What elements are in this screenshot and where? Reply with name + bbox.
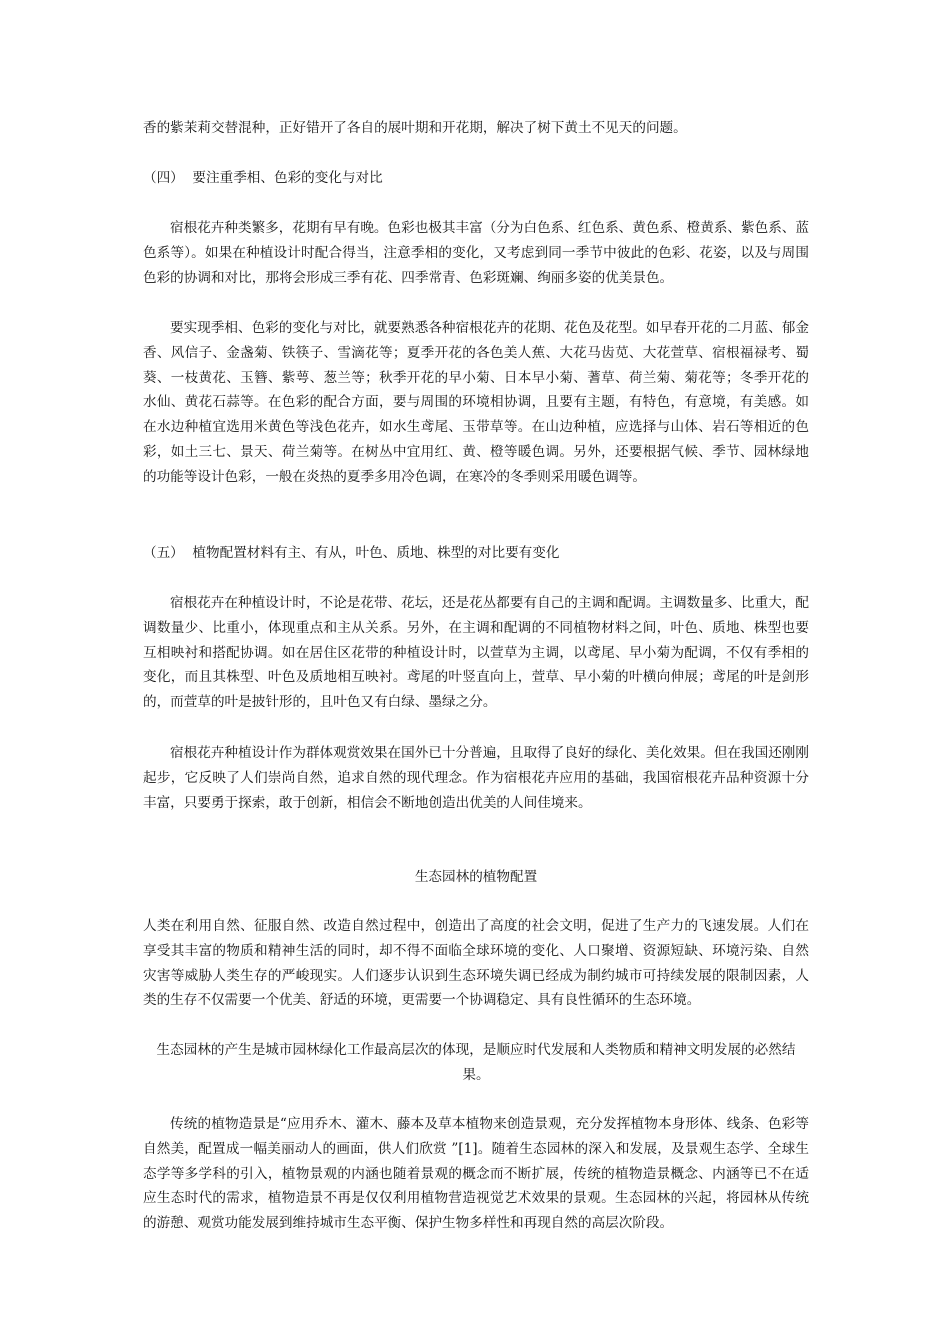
paragraph-perennial-colors: 宿根花卉种类繁多，花期有早有晚。色彩也极其丰富（分为白色系、红色系、黄色系、橙黄系、紫色系、蓝色系等）。如果在种植设计时配合得当，注意季相的变化，又考虑到同一季节中彼此的色彩、花姿，以及与周围色彩的协调和对比，那将会形成三季有花、四季常青、色彩斑斓、绚丽多姿的优美景色。 — [143, 220, 809, 286]
paragraph-traditional-planting: 传统的植物造景是“应用乔木、灌木、藤本及草本植物来创造景观，充分发挥植物本身形体、线条、色彩等自然美，配置成一幅美丽动人的画面，供人们欣赏 ”[1]。随着生态园林的深入和发展，及景观生态学、全球生态学等多学科的引入，植物景观的内涵也随着景观的概念而不断扩展，传统的植物造景概念、内涵等已不在适应生态时代的需求，植物造景不再是仅仅利用植物营造视觉艺术效果的景观。生态园林的兴起，将园林从传统的游憩、观赏功能发展到维持城市生态平衡、保护生物多样性和再现自然的高层次阶段。 — [143, 1116, 809, 1232]
section-heading-5: （五） 植物配置材料有主、有从，叶色、质地、株型的对比要有变化 — [143, 545, 560, 561]
paragraph-perennial-summary: 宿根花卉种植设计作为群体观赏效果在国外已十分普遍，且取得了良好的绿化、美化效果。但在我国还刚刚起步，它反映了人们崇尚自然，追求自然的现代理念。作为宿根花卉应用的基础，我国宿根花卉品种资源十分丰富，只要勇于探索，敢于创新，相信会不断地创造出优美的人间佳境来。 — [143, 745, 809, 811]
paragraph-ecology-garden-conclusion: 生态园林的产生是城市园林绿化工作最高层次的体现，是顺应时代发展和人类物质和精神文明发展的必然结果。 — [156, 1042, 796, 1083]
paragraph-seasonal-flowers: 要实现季相、色彩的变化与对比，就要熟悉各种宿根花卉的花期、花色及花型。如早春开花的二月蓝、郁金香、风信子、金盏菊、铁筷子、雪滴花等；夏季开花的各色美人蕉、大花马齿苋、大花萱草、宿根福禄考、蜀葵、一枝黄花、玉簪、紫萼、葱兰等；秋季开花的早小菊、日本早小菊、蓍草、荷兰菊、菊花等；冬季开花的水仙、黄花石蒜等。在色彩的配合方面，要与周围的环境相协调，且要有主题，有特色，有意境，有美感。如在水边种植宜选用米黄色等浅色花卉，如水生鸢尾、玉带草等。在山边种植，应选择与山体、岩石等相近的色彩，如土三七、景天、荷兰菊等。在树丛中宜用红、黄、橙等暖色调。另外，还要根据气候、季节、园林绿地的功能等设计色彩，一般在炎热的夏季多用冷色调，在寒冷的冬季则采用暖色调等。 — [143, 320, 809, 485]
paragraph-main-tone: 宿根花卉在种植设计时，不论是花带、花坛，还是花丛都要有自己的主调和配调。主调数量多、比重大，配调数量少、比重小，体现重点和主从关系。另外，在主调和配调的不同植物材料之间，叶色、质地、株型也要互相映衬和搭配协调。如在居住区花带的种植设计时，以萱草为主调，以鸢尾、早小菊为配调，不仅有季相的变化，而且其株型、叶色及质地相互映衬。鸢尾的叶竖直向上，萱草、早小菊的叶横向伸展；鸢尾的叶是剑形的，而萱草的叶是披针形的，且叶色又有白绿、墨绿之分。 — [143, 595, 809, 711]
section-heading-4: （四） 要注重季相、色彩的变化与对比 — [143, 170, 383, 186]
article-title: 生态园林的植物配置 — [414, 869, 538, 885]
paragraph-ecology-intro: 人类在利用自然、征服自然、改造自然过程中，创造出了高度的社会文明，促进了生产力的飞速发展。人们在享受其丰富的物质和精神生活的同时，却不得不面临全球环境的变化、人口聚增、资源短缺、环境污染、自然灾害等威胁人类生存的严峻现实。人们逐步认识到生态环境失调已经成为制约城市可持续发展的限制因素，人类的生存不仅需要一个优美、舒适的环境，更需要一个协调稳定、具有良性循环的生态环境。 — [143, 918, 809, 1009]
paragraph-continuation: 香的紫茉莉交替混种，正好错开了各自的展叶期和开花期，解决了树下黄土不见天的问题。 — [143, 120, 687, 136]
